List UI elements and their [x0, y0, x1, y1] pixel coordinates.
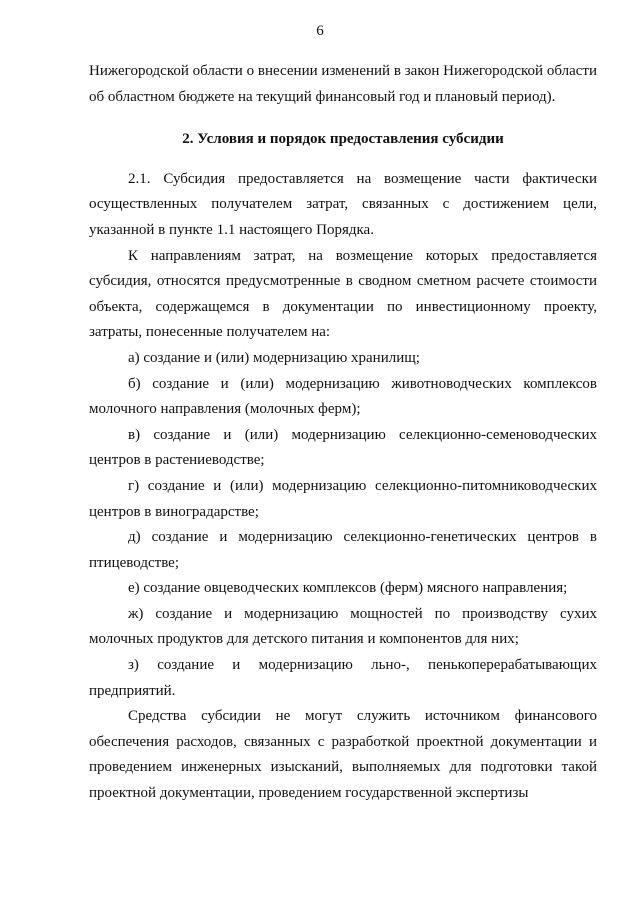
- page-number: 6: [316, 23, 324, 39]
- list-item-d: д) создание и модернизацию селекционно-генетических центров в птицеводстве;: [89, 529, 597, 571]
- document-body: [89, 59, 597, 807]
- list-item-v: в) создание и (или) модернизацию селекционно-семеноводческих центров в растениеводстве;: [89, 426, 597, 469]
- section-heading: 2. Условия и порядок предоставления субсидии: [182, 131, 504, 148]
- list-item-b: б) создание и (или) модернизацию животноводческих комплексов молочного направления (молочных ферм);: [89, 375, 597, 418]
- paragraph-cost-directions: К направлениям затрат, на возмещение которых предоставляется субсидия, относятся предусмотренные в сводном сметном расчете стоимости объекта, содержащемся в документации по инвестиционному проекту, затраты, понесенные получателем на:: [89, 247, 597, 341]
- list-item-e: е) создание овцеводческих комплексов (ферм) мясного направления;: [128, 580, 568, 597]
- list-item-z: з) создание и модернизацию льно-, пенькоперерабатывающих предприятий.: [89, 657, 597, 699]
- paragraph-continuation: Нижегородской области о внесении изменений в закон Нижегородской области об областном бюджете на текущий финансовый год и плановый период).: [89, 63, 597, 105]
- list-item-a: а) создание и (или) модернизацию хранилищ;: [128, 349, 420, 366]
- paragraph-subsidy-funds: Средства субсидии не могут служить источником финансового обеспечения расходов, связанных с разработкой проектной документации и проведением инженерных изысканий, выполняемых для подготовки такой проектной документации, проведением государственной экспертизы: [89, 708, 597, 802]
- paragraph-2-1: 2.1. Субсидия предоставляется на возмещение части фактически осуществленных получателем затрат, связанных с достижением цели, указанной в пункте 1.1 настоящего Порядка.: [89, 170, 597, 238]
- list-item-zh: ж) создание и модернизацию мощностей по производству сухих молочных продуктов для детского питания и компонентов для них;: [89, 605, 597, 648]
- list-item-g: г) создание и (или) модернизацию селекционно-питомниководческих центров в виноградарстве;: [89, 477, 597, 520]
